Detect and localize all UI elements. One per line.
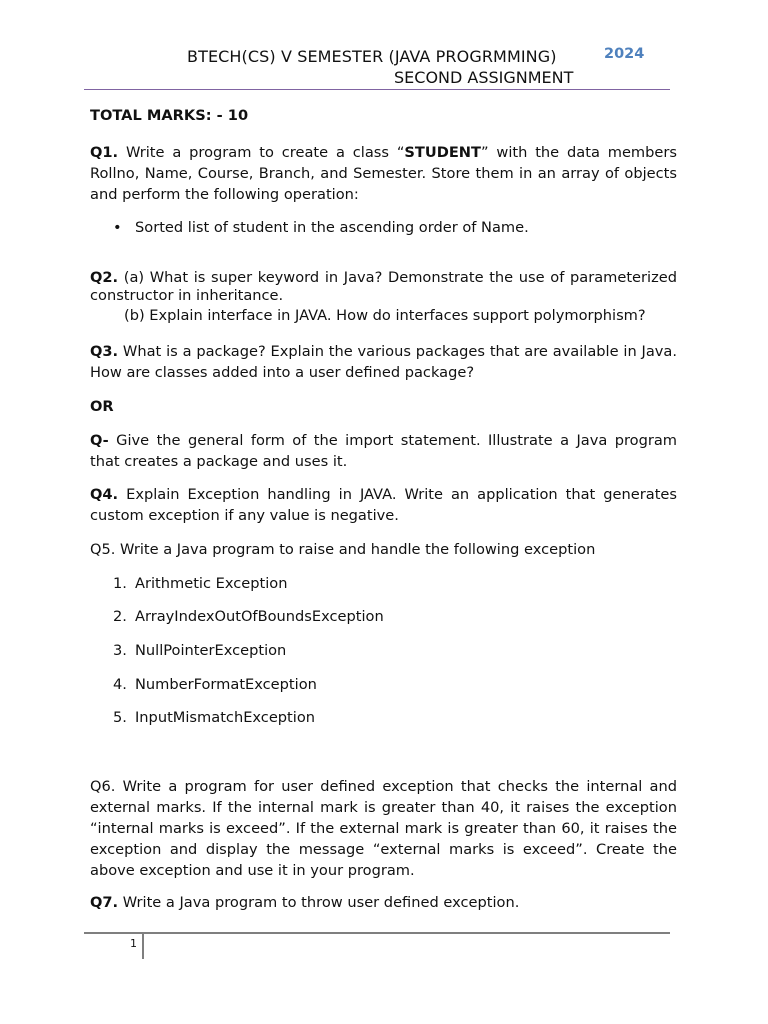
list-item-text: InputMismatchException [135,709,316,726]
list-item-text: ArrayIndexOutOfBoundsException [135,608,384,625]
question-5: Q5. Write a Java program to raise and handle the following exception [90,541,596,558]
question-1-text-post: ” with the data members Rollno, Name, Course, Branch, and Semester. Store them in an array of objects and perform the following operation: [90,144,677,203]
question-7-label: Q7. [90,894,119,911]
list-number: 4. [113,676,127,693]
question-4-label: Q4. [90,486,119,503]
footer-divider [84,932,670,934]
question-5-item [113,640,286,661]
bullet-marker: • [113,219,122,236]
question-4 [90,484,677,526]
header-divider [84,89,670,90]
list-number: 5. [113,709,127,726]
list-number: 1. [113,575,127,592]
question-1-label: Q1. [90,144,119,161]
question-2-label: Q2. [90,269,119,286]
question-3-label: Q3. [90,343,119,360]
question-3-alternative-text: Give the general form of the import statement. Illustrate a Java program that creates a package and uses it. [90,432,677,470]
question-1-text-pre: Write a program to create a class “ [118,144,405,161]
question-2-part-a-text: (a) What is super keyword in Java? Demonstrate the use of parameterized constructor in inheritance. [90,269,677,304]
question-1 [90,142,677,205]
header-year: 2024 [604,46,645,62]
question-3 [90,341,677,383]
header-title: BTECH(CS) V SEMESTER (JAVA PROGRMMING) [187,47,557,66]
question-2-part-b: (b) Explain interface in JAVA. How do interfaces support polymorphism? [124,307,646,324]
question-4-text: Explain Exception handling in JAVA. Write an application that generates custom exception if any value is negative. [90,486,677,524]
question-3-alternative [90,430,677,472]
question-5-item [113,606,384,627]
footer-page-bar [142,934,144,959]
question-1-bullet [113,217,529,238]
list-item-text: NullPointerException [135,642,287,659]
question-5-item [113,674,317,695]
question-3-text: What is a package? Explain the various packages that are available in Java. How are classes added into a user defined package? [90,343,677,381]
question-7 [90,892,677,913]
question-5-item [113,573,287,594]
question-1-class-name: STUDENT [404,144,481,161]
list-number: 3. [113,642,127,659]
list-number: 2. [113,608,127,625]
question-7-text: Write a Java program to throw user defined exception. [118,894,520,911]
header-subtitle: SECOND ASSIGNMENT [394,68,574,87]
page-number: 1 [130,937,137,950]
bullet-text: Sorted list of student in the ascending order of Name. [135,219,529,236]
or-separator: OR [90,398,114,415]
question-6: Q6. Write a program for user defined exception that checks the internal and external marks. If the internal mark is greater than 40, it raises the exception “internal marks is exceed”. If the external mark is greater than 60, it raises the exception and display the message “external marks is exceed”. Create the above exception and use it in your program. [90,778,677,879]
question-2-part-a [90,269,677,305]
total-marks: TOTAL MARKS: - 10 [90,107,249,124]
list-item-text: Arithmetic Exception [135,575,288,592]
question-3-alternative-label: Q- [90,432,109,449]
question-5-item [113,707,315,728]
list-item-text: NumberFormatException [135,676,317,693]
